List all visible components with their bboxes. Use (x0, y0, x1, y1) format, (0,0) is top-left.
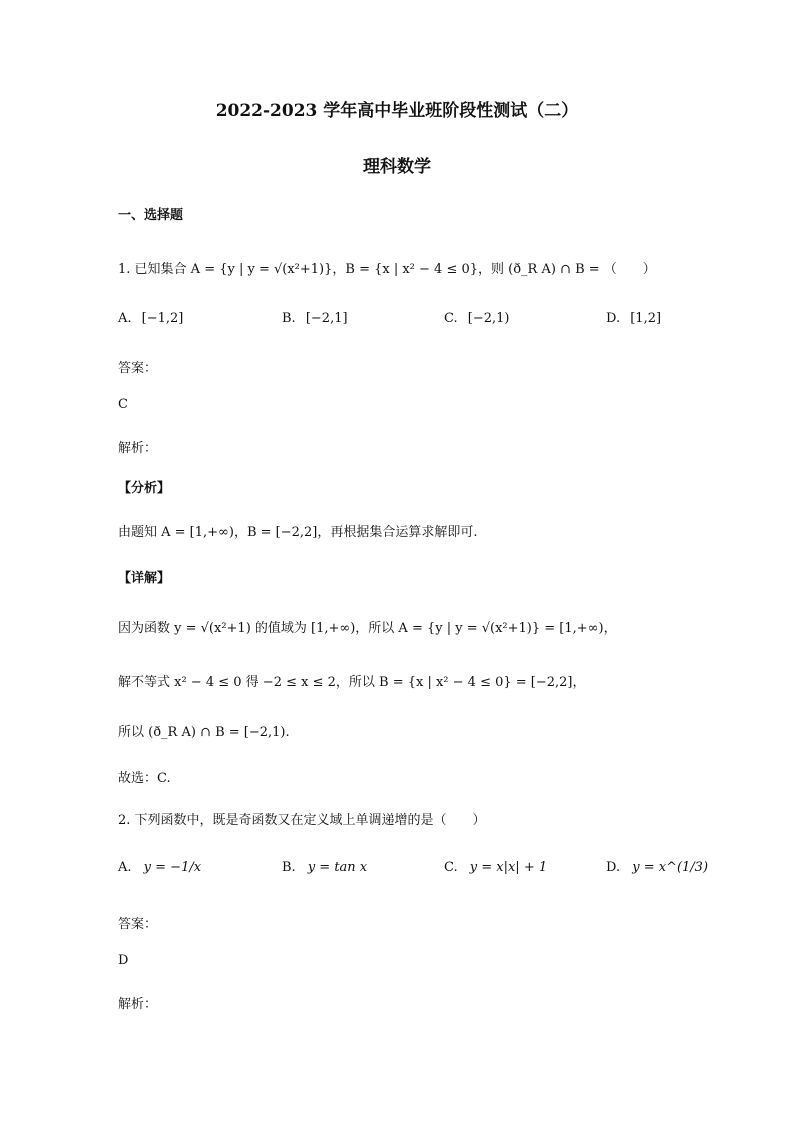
option-label: A. (118, 311, 132, 326)
option-text: [1,2] (630, 311, 662, 326)
option-text: y = x^(1/3) (632, 860, 709, 875)
document-subtitle: 理科数学 (363, 157, 431, 177)
q1-solution-line-1: 因为函数 y = √(x²+1) 的值域为 [1,+∞)，所以 A = {y | y = √(x²+1)} = [1,+∞)， (118, 621, 617, 636)
q1-option-c (444, 311, 509, 326)
q2-analysis-label: 解析： (118, 997, 158, 1012)
q1-option-a (118, 311, 183, 326)
option-text: y = tan x (307, 860, 368, 875)
q1-fenxi-text: 由题知 A = [1,+∞)，B = [−2,2]，再根据集合运算求解即可. (118, 525, 478, 540)
q2-option-a (118, 860, 201, 875)
q1-solution-line-3: 所以 (ð_R A) ∩ B = [−2,1). (118, 725, 290, 740)
q1-option-b (282, 311, 348, 326)
q1-answer-label: 答案： (118, 361, 158, 376)
option-label: C. (444, 860, 458, 875)
option-text: [−1,2] (141, 311, 184, 326)
section-heading: 一、选择题 (118, 208, 184, 223)
option-label: C. (444, 311, 458, 326)
q1-answer: C (118, 397, 128, 412)
option-text: y = −1/x (143, 860, 202, 875)
option-label: D. (606, 860, 621, 875)
q2-option-d (606, 860, 708, 875)
q1-stem: 1. 已知集合 A = {y | y = √(x²+1)}，B = {x | x² − 4 ≤ 0}，则 (ð_R A) ∩ B = （ ） (118, 262, 656, 277)
q2-stem: 2. 下列函数中，既是奇函数又在定义域上单调递增的是（ ） (118, 813, 486, 828)
option-label: A. (118, 860, 132, 875)
q1-solution-line-2: 解不等式 x² − 4 ≤ 0 得 −2 ≤ x ≤ 2，所以 B = {x | x² − 4 ≤ 0} = [−2,2]， (118, 675, 586, 690)
q2-answer-label: 答案： (118, 917, 158, 932)
document-title: 2022-2023 学年高中毕业班阶段性测试（二） (215, 101, 579, 121)
option-label: B. (282, 311, 296, 326)
q1-fenxi-tag: 【分析】 (118, 481, 171, 496)
option-label: D. (606, 311, 621, 326)
q1-xiangjie-tag: 【详解】 (118, 571, 171, 586)
option-text: y = x|x| + 1 (469, 860, 548, 875)
option-text: [−2,1) (467, 311, 510, 326)
q1-analysis-label: 解析： (118, 441, 158, 456)
option-text: [−2,1] (305, 311, 348, 326)
q1-option-d (606, 311, 661, 326)
q2-answer: D (118, 953, 129, 968)
q2-option-b (282, 860, 367, 875)
q2-option-c (444, 860, 547, 875)
option-label: B. (282, 860, 296, 875)
q1-choose: 故选：C. (118, 771, 171, 786)
